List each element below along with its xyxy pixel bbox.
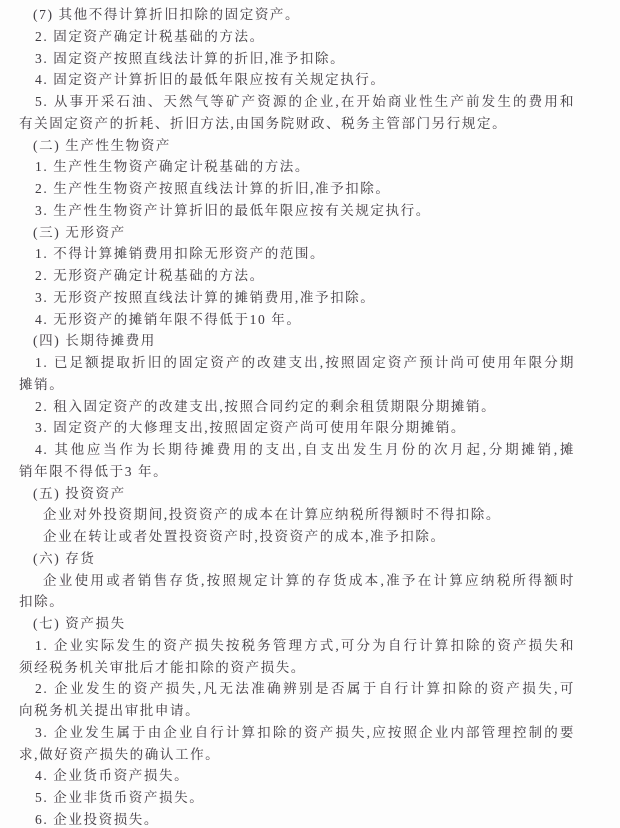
section-heading: (四) 长期待摊费用 bbox=[33, 333, 156, 349]
text-line: 销年限不得低于3 年。 bbox=[19, 463, 169, 479]
text-line: 3. 无形资产按照直线法计算的摊销费用,准予扣除。 bbox=[35, 289, 376, 305]
text-line: 企业对外投资期间,投资资产的成本在计算应纳税所得额时不得扣除。 bbox=[43, 507, 501, 523]
text-line: 5. 企业非货币资产损失。 bbox=[35, 790, 205, 805]
section-heading: (五) 投资资产 bbox=[33, 485, 126, 501]
text-line: 扣除。 bbox=[19, 594, 65, 610]
text-line: 企业在转让或者处置投资资产时,投资资产的成本,准予扣除。 bbox=[43, 529, 446, 544]
section-heading: (六) 存货 bbox=[33, 550, 96, 566]
text-line: 4. 其他应当作为长期待摊费用的支出,自支出发生月份的次月起,分期摊销,摊 bbox=[35, 442, 575, 457]
text-line: 企业使用或者销售存货,按照规定计算的存货成本,准予在计算应纳税所得额时 bbox=[43, 572, 575, 588]
text-line: 有关固定资产的折耗、折旧方法,由国务院财政、税务主管部门另行规定。 bbox=[19, 115, 508, 131]
text-line: 3. 企业发生属于由企业自行计算扣除的资产损失,应按照企业内部管理控制的要 bbox=[35, 724, 575, 740]
text-line: 向税务机关提出审批申请。 bbox=[19, 703, 201, 718]
text-line: 求,做好资产损失的确认工作。 bbox=[19, 746, 221, 762]
text-line: 6. 企业投资损失。 bbox=[35, 811, 159, 827]
text-line: 4. 固定资产计算折旧的最低年限应按有关规定执行。 bbox=[35, 72, 386, 88]
text-line: 4. 无形资产的摊销年限不得低于10 年。 bbox=[35, 311, 302, 327]
section-heading: (三) 无形资产 bbox=[33, 224, 126, 240]
text-line: 2. 无形资产确定计税基础的方法。 bbox=[35, 268, 265, 283]
section-heading: (七) 资产损失 bbox=[33, 616, 126, 631]
text-line: 3. 固定资产的大修理支出,按照固定资产尚可使用年限分期摊销。 bbox=[35, 420, 466, 436]
text-line: 3. 生产性生物资产计算折旧的最低年限应按有关规定执行。 bbox=[35, 202, 431, 218]
text-line: 1. 不得计算摊销费用扣除无形资产的范围。 bbox=[35, 246, 326, 262]
text-line: 摊销。 bbox=[19, 376, 65, 392]
text-line: 1. 已足额提取折旧的固定资产的改建支出,按照固定资产预计尚可使用年限分期 bbox=[35, 355, 575, 370]
text-line: 5. 从事开采石油、天然气等矿产资源的企业,在开始商业性生产前发生的费用和 bbox=[35, 94, 575, 109]
text-line: 1. 企业实际发生的资产损失按税务管理方式,可分为自行计算扣除的资产损失和 bbox=[35, 637, 575, 653]
text-line: 2. 企业发生的资产损失,凡无法准确辨别是否属于自行计算扣除的资产损失,可 bbox=[35, 681, 575, 697]
text-line: 2. 生产性生物资产按照直线法计算的折旧,准予扣除。 bbox=[35, 181, 391, 196]
text-line: 3. 固定资产按照直线法计算的折旧,准予扣除。 bbox=[35, 50, 346, 66]
section-heading: (二) 生产性生物资产 bbox=[33, 137, 171, 153]
text-line: 2. 租入固定资产的改建支出,按照合同约定的剩余租赁期限分期摊销。 bbox=[35, 398, 497, 414]
text-line: 4. 企业货币资产损失。 bbox=[35, 768, 190, 784]
text-line: 2. 固定资产确定计税基础的方法。 bbox=[35, 28, 265, 44]
text-line: (7) 其他不得计算折旧扣除的固定资产。 bbox=[33, 7, 301, 22]
text-line: 1. 生产性生物资产确定计税基础的方法。 bbox=[35, 159, 310, 175]
text-line: 须经税务机关审批后才能扣除的资产损失。 bbox=[19, 659, 306, 675]
